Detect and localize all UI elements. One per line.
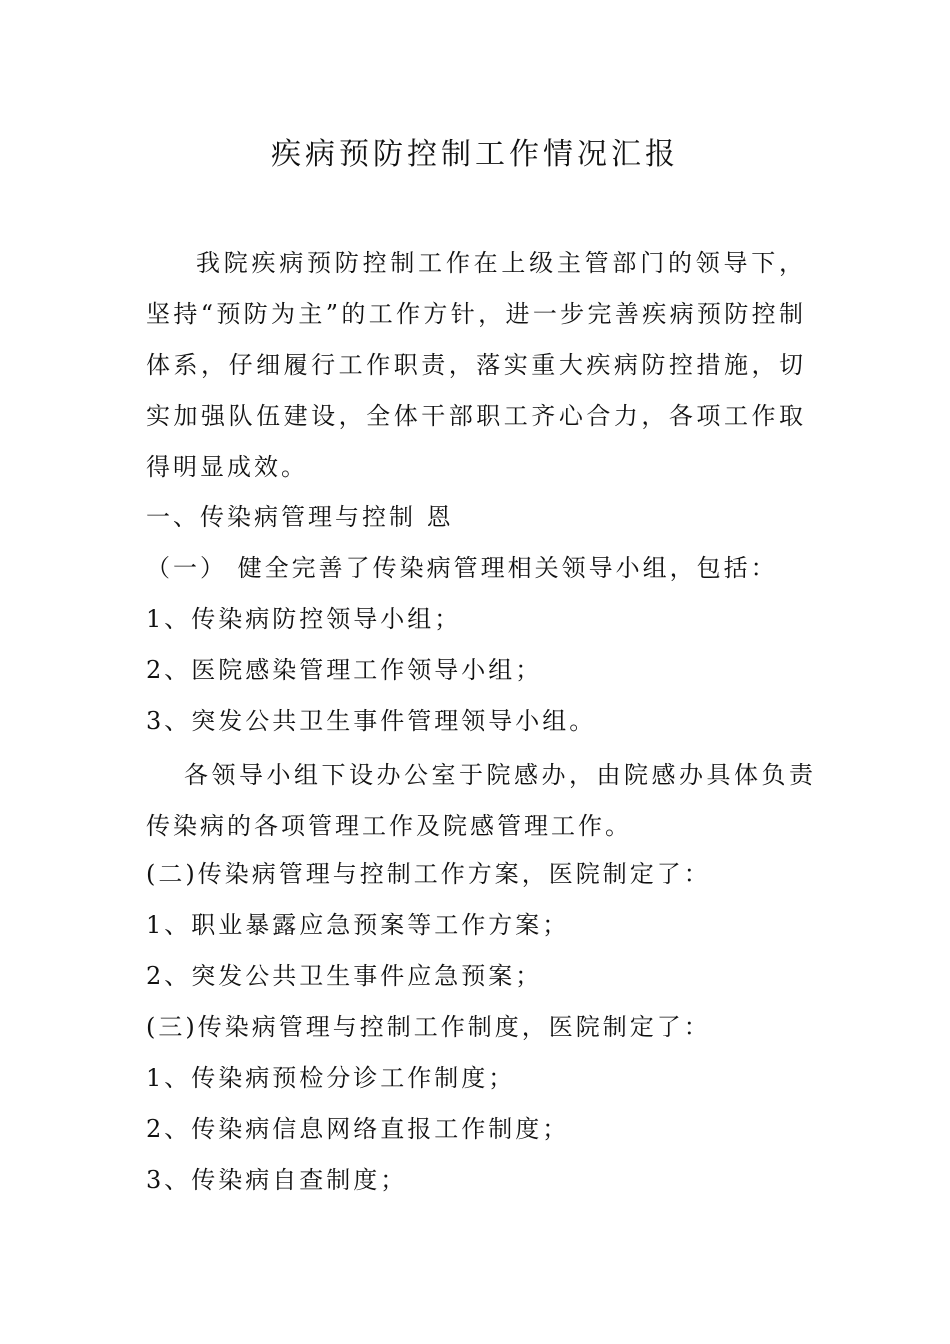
subsection-heading: （一） 健全完善了传染病管理相关领导小组，包括：	[146, 554, 778, 582]
note-paragraph: 各领导小组下设办公室于院感办，由院感办具体负责传染病的各项管理工作及院感管理工作。	[146, 761, 816, 840]
list-item: 3、突发公共卫生事件管理领导小组。	[146, 707, 597, 735]
list-item: 1、职业暴露应急预案等工作方案；	[146, 911, 570, 939]
document-title: 疾病预防控制工作情况汇报	[271, 137, 679, 172]
list-item: 3、传染病自查制度；	[146, 1166, 408, 1194]
list-item: 1、传染病预检分诊工作制度；	[146, 1064, 516, 1092]
list-item: 1、传染病防控领导小组；	[146, 605, 462, 633]
subsection-heading: (二)传染病管理与控制工作方案，医院制定了：	[146, 860, 711, 888]
list-item: 2、医院感染管理工作领导小组；	[146, 656, 543, 684]
section-heading: 一、传染病管理与控制 恩	[146, 503, 454, 531]
list-item: 2、突发公共卫生事件应急预案；	[146, 962, 543, 990]
intro-paragraph: 我院疾病预防控制工作在上级主管部门的领导下，坚持“预防为主”的工作方针，进一步完善疾病预防控制体系，仔细履行工作职责，落实重大疾病防控措施，切实加强队伍建设，全体干部职工齐心合力，各项工作取得明显成效。	[146, 249, 806, 481]
subsection-heading: (三)传染病管理与控制工作制度，医院制定了：	[146, 1013, 711, 1041]
list-item: 2、传染病信息网络直报工作制度；	[146, 1115, 570, 1143]
